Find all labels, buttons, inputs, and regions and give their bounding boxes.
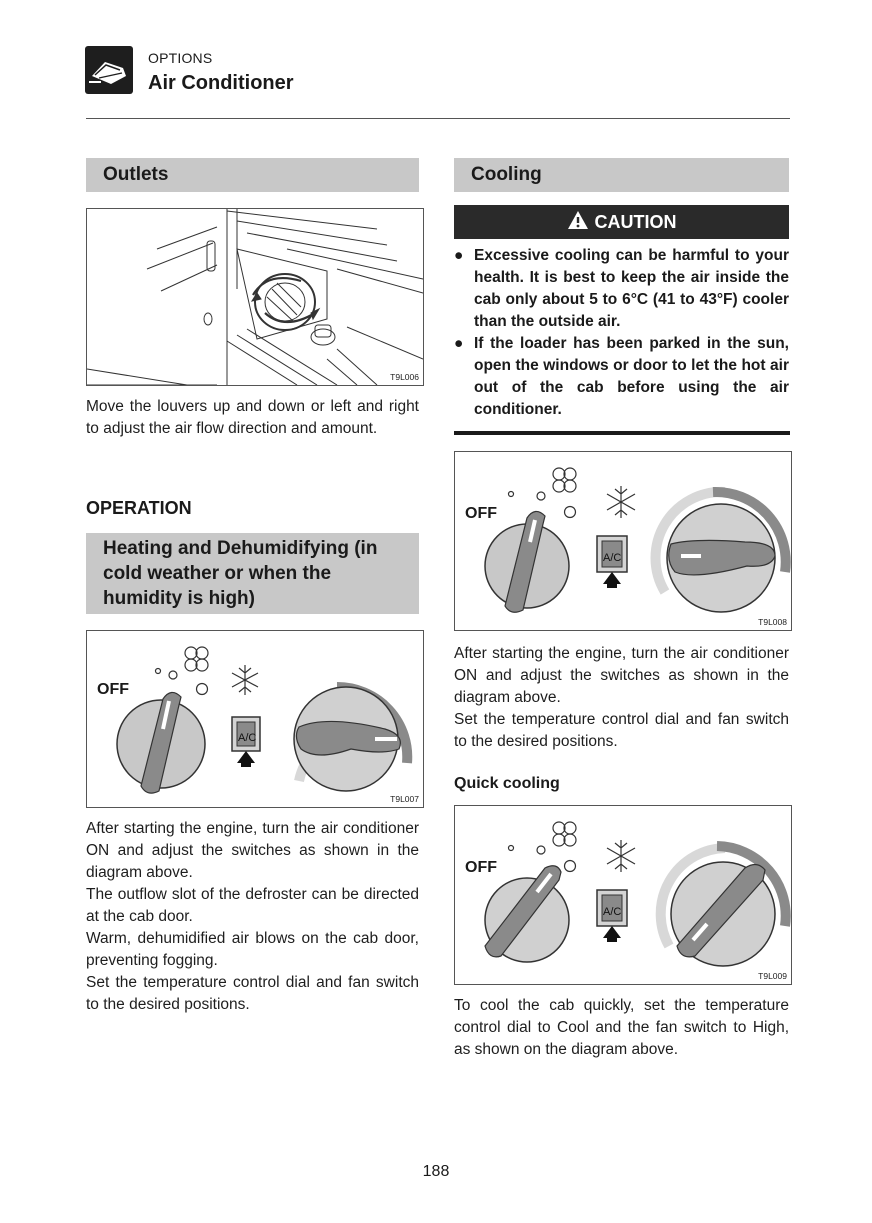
cooling-paragraph-1: After starting the engine, turn the air conditioner ON and adjust the switches as shown in the diagram above. [454,645,789,706]
control-panel-cooling [455,452,791,630]
caution-label: CAUTION [594,211,677,232]
figure-code: T9L009 [758,971,787,981]
cooling-paragraph-2: Set the temperature control dial and fan switch to the desired positions. [454,711,789,750]
quick-cooling-figure [454,805,792,985]
snowflake-icon [607,840,635,872]
cooling-heading: Cooling [454,158,789,192]
operation-paragraph-3: Warm, dehumidified air blows on the cab door, preventing fogging. [86,930,419,969]
control-panel-quick-cooling [455,806,791,984]
fan-off-label: OFF [97,681,129,698]
fan-off-label: OFF [465,505,497,522]
figure-code: T9L008 [758,617,787,627]
heating-heading-line1: Heating and Dehumidifying (in [103,538,378,559]
outlets-heading: Outlets [86,158,419,192]
loader-section-icon [85,46,133,94]
quick-cooling-description [454,995,789,1061]
cooling-description [454,643,789,753]
figure-code: T9L006 [390,372,419,382]
heating-panel-figure [86,630,424,808]
caution-list [454,245,789,421]
operation-heading: OPERATION [86,498,192,518]
fan-icon [553,822,576,846]
operation-paragraph-1: After starting the engine, turn the air conditioner ON and adjust the switches as shown in the diagram above. [86,820,419,881]
section-label: OPTIONS [148,50,213,66]
louver-illustration [87,209,423,385]
snowflake-icon [607,486,635,518]
control-panel-heating [87,631,423,807]
page-number: 188 [422,1163,450,1180]
fan-icon [185,647,208,671]
warning-triangle-icon [567,210,589,235]
figure-code: T9L007 [390,794,419,804]
fan-icon [553,468,576,492]
caution-banner [454,205,789,239]
operation-paragraph-4: Set the temperature control dial and fan switch to the desired positions. [86,974,419,1013]
heating-heading-line3: humidity is high) [103,588,255,609]
snowflake-icon [232,665,258,695]
page-title: Air Conditioner [148,72,294,94]
ac-label: A/C [238,732,257,744]
quick-cooling-text: To cool the cab quickly, set the temperature control dial to Cool and the fan switch to High, as shown on the diagram above. [454,997,789,1058]
outlets-text: Move the louvers up and down or left and right to adjust the air flow direction and amount. [86,398,419,437]
caution-item-text: If the loader has been parked in the sun, open the windows or door to let the hot air out of the cab before using the air conditioner. [474,335,789,418]
caution-item: ● If the loader has been parked in the sun, open the windows or door to let the hot air out of the cab before using the air conditioner. [454,335,789,418]
caution-divider [454,431,790,435]
operation-paragraph-2: The outflow slot of the defroster can be directed at the cab door. [86,886,419,925]
cooling-panel-figure [454,451,792,631]
operation-description [86,818,419,1016]
outlets-figure [86,208,424,386]
ac-label: A/C [603,906,622,918]
caution-item-text: Excessive cooling can be harmful to your health. It is best to keep the air inside the cab only about 5 to 6°C (41 to 43°F) cooler than the outside air. [474,247,789,330]
header-divider [86,118,790,119]
heating-heading-line2: cold weather or when the [103,563,332,584]
ac-label: A/C [603,552,622,564]
quick-cooling-heading: Quick cooling [454,775,560,792]
fan-off-label: OFF [465,859,497,876]
caution-item: ● Excessive cooling can be harmful to your health. It is best to keep the air inside the cab only about 5 to 6°C (41 to 43°F) cooler than the outside air. [454,247,789,330]
heating-heading [86,533,419,614]
outlets-description [86,396,419,440]
